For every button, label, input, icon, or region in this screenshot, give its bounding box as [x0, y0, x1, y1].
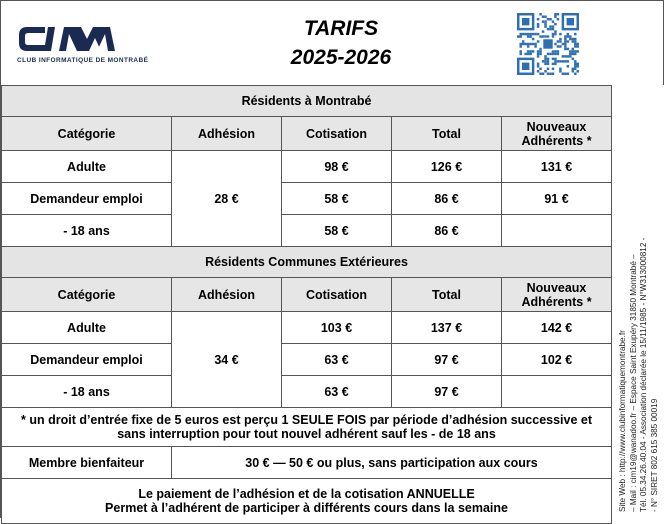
nouveaux-value: 142 €	[502, 312, 612, 344]
member-row	[2, 447, 612, 479]
col-nouveaux	[502, 117, 612, 151]
col-nouveaux-l2: Adhérents *	[521, 294, 592, 309]
total-value: 137 €	[392, 312, 502, 344]
note-line-2: sans interruption pour tout nouvel adhérent sauf les - de 18 ans	[117, 427, 496, 441]
col-categorie: Catégorie	[2, 278, 172, 312]
footer-line-1: Le paiement de l’adhésion et de la cotisation ANNUELLE	[138, 487, 475, 501]
total-value: 97 €	[392, 344, 502, 376]
col-nouveaux-l2: Adhérents *	[521, 133, 592, 148]
section-header	[2, 86, 612, 117]
page-season: 2025-2026	[290, 46, 392, 69]
entry-fee-note-row	[2, 408, 612, 447]
row-label: Demandeur emploi	[2, 344, 172, 376]
column-headers	[2, 278, 612, 312]
col-adhesion: Adhésion	[172, 117, 282, 151]
cim-logo	[15, 21, 165, 71]
table-row	[2, 215, 612, 247]
nouveaux-value: 131 €	[502, 151, 612, 183]
row-label: - 18 ans	[2, 215, 172, 247]
member-label: Membre bienfaiteur	[2, 447, 172, 479]
table-row	[2, 376, 612, 408]
tarifs-table	[1, 85, 612, 524]
contact-line: - N° SIRET 802 615 385 00019	[649, 398, 659, 512]
nouveaux-value: 102 €	[502, 344, 612, 376]
section-header	[2, 247, 612, 278]
section-title: Résidents à Montrabé	[2, 86, 612, 117]
adhesion-value: 34 €	[172, 312, 282, 408]
contact-info	[618, 92, 660, 512]
table-row	[2, 312, 612, 344]
qr-code-graphic	[517, 13, 579, 75]
adhesion-value: 28 €	[172, 151, 282, 247]
total-value: 86 €	[392, 183, 502, 215]
contact-line: – Mail : cim19@wanadoo.fr – Espace Saint Exupéry 31850 Montrabé –	[628, 254, 638, 512]
col-cotisation: Cotisation	[282, 278, 392, 312]
row-label: - 18 ans	[2, 376, 172, 408]
note-line-1: * un droit d’entrée fixe de 5 euros est perçu 1 SEULE FOIS par période d’adhésion successive et	[21, 413, 593, 427]
contact-line: Site Web : http://www.clubinformatiquemontrabe.fr	[618, 330, 627, 512]
footer-line-2: Permet à l’adhérent de participer à différents cours dans la semaine	[105, 501, 508, 515]
cim-logo-graphic	[15, 21, 135, 57]
row-label: Demandeur emploi	[2, 183, 172, 215]
column-headers	[2, 117, 612, 151]
nouveaux-value: 91 €	[502, 183, 612, 215]
row-label: Adulte	[2, 312, 172, 344]
page-title: TARIFS	[303, 17, 379, 40]
logo-subtitle: CLUB INFORMATIQUE DE MONTRABÉ	[17, 57, 149, 64]
row-label: Adulte	[2, 151, 172, 183]
total-value: 86 €	[392, 215, 502, 247]
col-nouveaux-l1: Nouveaux	[526, 119, 587, 134]
total-value: 126 €	[392, 151, 502, 183]
col-total: Total	[392, 117, 502, 151]
entry-fee-note	[2, 408, 612, 447]
table-row	[2, 151, 612, 183]
cotisation-value: 63 €	[282, 376, 392, 408]
cotisation-value: 63 €	[282, 344, 392, 376]
member-value: 30 € — 50 € ou plus, sans participation aux cours	[172, 447, 612, 479]
footer-row	[2, 479, 612, 524]
table-row	[2, 183, 612, 215]
qr-code-icon	[517, 13, 579, 75]
col-total: Total	[392, 278, 502, 312]
table-row	[2, 344, 612, 376]
total-value: 97 €	[392, 376, 502, 408]
cotisation-value: 103 €	[282, 312, 392, 344]
col-cotisation: Cotisation	[282, 117, 392, 151]
col-adhesion: Adhésion	[172, 278, 282, 312]
section-title: Résidents Communes Extérieures	[2, 247, 612, 278]
nouveaux-value	[502, 376, 612, 408]
col-nouveaux	[502, 278, 612, 312]
footer-text	[2, 479, 612, 524]
cotisation-value: 58 €	[282, 215, 392, 247]
contact-line: Tél. 05.34.26.40.04 - Association déclarée le 15/11/1985 - N°W313000812 -	[639, 237, 648, 512]
cotisation-value: 98 €	[282, 151, 392, 183]
nouveaux-value	[502, 215, 612, 247]
contact-sidebar	[613, 85, 665, 519]
col-categorie: Catégorie	[2, 117, 172, 151]
col-nouveaux-l1: Nouveaux	[526, 280, 587, 295]
cotisation-value: 58 €	[282, 183, 392, 215]
header	[1, 1, 665, 85]
